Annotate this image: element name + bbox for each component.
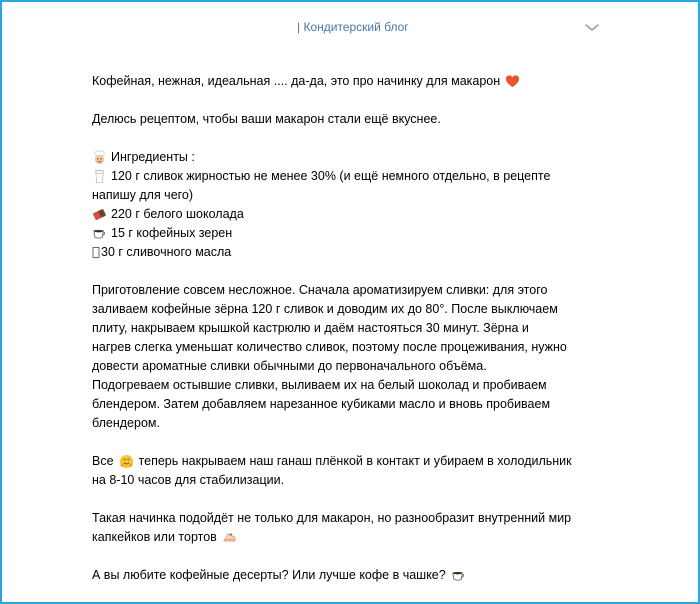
method-line: Приготовление совсем несложное. Сначала ароматизируем сливки: для этого xyxy=(92,283,548,297)
final-text-line2: на 8-10 часов для стабилизации. xyxy=(92,473,285,487)
cake-slice-icon xyxy=(222,530,237,545)
filling-line xyxy=(92,509,612,528)
ingredient-item xyxy=(92,205,612,224)
coffee-cup-icon xyxy=(451,568,466,583)
post-card xyxy=(8,0,692,604)
ingredient-item xyxy=(92,243,612,262)
share-line xyxy=(92,110,612,129)
ingredient-item xyxy=(92,167,612,186)
ingredient-text: 120 г сливок жирностью не менее 30% (и ещё немного отдельно, в рецепте xyxy=(111,169,551,183)
cook-icon xyxy=(92,150,107,165)
ingredient-text: 30 г сливочного масла xyxy=(101,245,232,259)
filling-line-continued xyxy=(92,528,612,547)
chocolate-icon xyxy=(92,207,107,222)
final-line xyxy=(92,452,612,471)
intro-text: Кофейная, нежная, идеальная .... да-да, это про начинку для макарон xyxy=(92,74,501,88)
milk-glass-icon xyxy=(92,169,107,184)
final-line-continued xyxy=(92,471,612,490)
method-line: довести ароматные сливки обычными до первоначального объёма. xyxy=(92,359,487,373)
method-line: блендером. Затем добавляем нарезанное кубиками масло и вновь пробиваем xyxy=(92,397,551,411)
chevron-down-icon[interactable] xyxy=(582,20,602,36)
hugging-face-icon xyxy=(119,454,134,469)
ingredient-item xyxy=(92,224,612,243)
method-line: Подогреваем остывшие сливки, выливаем их на белый шоколад и пробиваем xyxy=(92,378,547,392)
method-paragraph xyxy=(92,281,612,433)
post-text xyxy=(92,72,612,585)
ingredients-title: Ингредиенты : xyxy=(111,150,195,164)
post-source-title[interactable]: | Кондитерский блог xyxy=(297,20,409,34)
method-line: плиту, накрываем крышкой кастрюлю и даём настояться 30 минут. Зёрна и xyxy=(92,321,529,335)
question-text: А вы любите кофейные десерты? Или лучше кофе в чашке? xyxy=(92,568,446,582)
ingredients-title-line xyxy=(92,148,612,167)
ingredient-text: 220 г белого шоколада xyxy=(111,207,244,221)
method-line: блендером. xyxy=(92,416,160,430)
coffee-cup-icon xyxy=(92,226,107,241)
filling-text: Такая начинка подойдёт не только для макарон, но разнообразит внутренний мир xyxy=(92,511,572,525)
question-line xyxy=(92,566,612,585)
missing-glyph-icon xyxy=(92,245,100,260)
final-text-after: теперь накрываем наш ганаш плёнкой в контакт и убираем в холодильник xyxy=(138,454,572,468)
post-header xyxy=(8,0,692,56)
intro-line xyxy=(92,72,612,91)
share-text: Делюсь рецептом, чтобы ваши макарон стали ещё вкуснее. xyxy=(92,112,441,126)
filling-text-line2: капкейков или тортов xyxy=(92,530,217,544)
ingredient-text: 15 г кофейных зерен xyxy=(111,226,233,240)
method-line: заливаем кофейные зёрна 120 г сливок и доводим их до 80°. После выключаем xyxy=(92,302,558,316)
ingredient-text: напишу для чего) xyxy=(92,188,194,202)
ingredient-item-continued xyxy=(92,186,612,205)
heart-icon xyxy=(505,74,520,89)
method-line: нагрев слегка уменьшат количество сливок, поэтому после процеживания, нужно xyxy=(92,340,567,354)
final-text-before: Все xyxy=(92,454,114,468)
